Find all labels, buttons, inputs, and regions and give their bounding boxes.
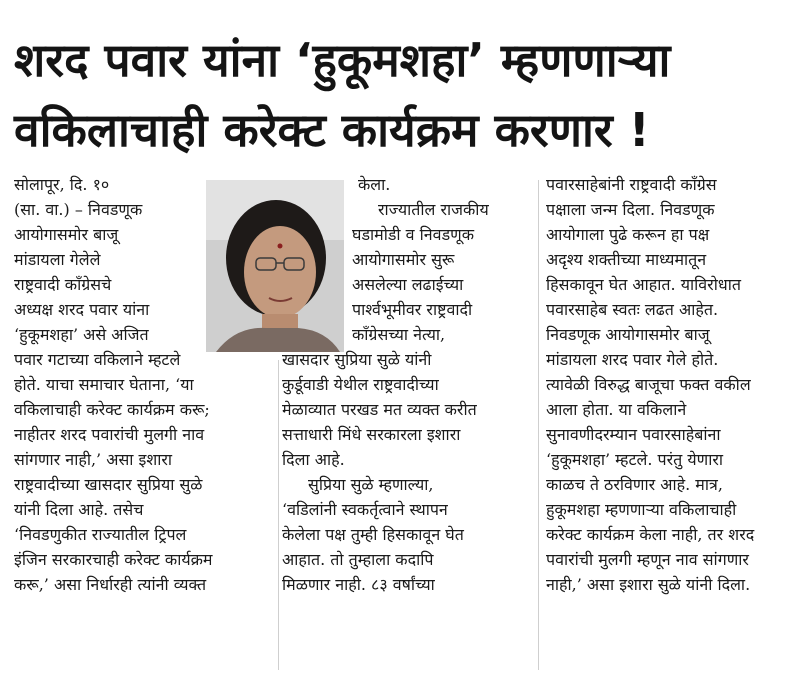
text-line: वकिलाचाही करेक्ट कार्यक्रम करू;: [14, 400, 210, 419]
text-line: (सा. वा.) – निवडणूक: [14, 200, 143, 219]
column-divider-1: [278, 360, 279, 670]
text-line: पवार गटाच्या वकिलाने म्हटले: [14, 350, 181, 369]
text-line: मांडायला शरद पवार गेले होते.: [546, 350, 719, 369]
article-column-3: [546, 172, 788, 597]
text-line: त्यावेळी विरुद्ध बाजूचा फक्त वकील: [546, 375, 751, 394]
text-line: ‘निवडणुकीत राज्यातील ट्रिपल: [14, 525, 187, 544]
text-line: करेक्ट कार्यक्रम केला नाही, तर शरद: [546, 525, 755, 544]
text-line: निवडणूक आयोगासमोर बाजू: [546, 325, 710, 344]
text-line: ‘वडिलांनी स्वकर्तृत्वाने स्थापन: [282, 500, 448, 519]
text-line: नाही,’ असा इशारा सुळे यांनी दिला.: [546, 575, 751, 594]
text-line: दिला आहे.: [282, 450, 345, 469]
text-line: आयोगाला पुढे करून हा पक्ष: [546, 225, 710, 244]
text-line: पवारांची मुलगी म्हणून नाव सांगणार: [546, 550, 749, 569]
dateline: सोलापूर, दि. १०: [14, 175, 110, 194]
column-divider-2: [538, 180, 539, 670]
text-line: राज्यातील राजकीय: [378, 200, 489, 219]
text-line: केलेला पक्ष तुम्ही हिसकावून घेत: [282, 525, 464, 544]
text-line: यांनी दिला आहे. तसेच: [14, 500, 144, 519]
text-line: मिळणार नाही. ८३ वर्षांच्या: [282, 575, 435, 594]
text-line: हिसकावून घेत आहात. याविरोधात: [546, 275, 741, 294]
text-line: इंजिन सरकारचाही करेक्ट कार्यक्रम: [14, 550, 213, 569]
text-line: सांगणार नाही,’ असा इशारा: [14, 450, 173, 469]
headline-line-2: वकिलाचाही करेक्ट कार्यक्रम करणार !: [14, 103, 650, 157]
article-column-1: [14, 172, 276, 597]
text-line: मांडायला गेलेले: [14, 250, 101, 269]
text-line: आयोगासमोर बाजू: [14, 225, 119, 244]
text-line: काळच ते ठरविणार आहे. मात्र,: [546, 475, 723, 494]
article-column-2: [282, 172, 528, 597]
text-line: नाहीतर शरद पवारांची मुलगी नाव: [14, 425, 205, 444]
text-line: असलेल्या लढाईच्या: [352, 275, 464, 294]
text-line: हुकूमशहा म्हणणाऱ्या वकिलाचाही: [546, 500, 737, 519]
text-line: कुर्डूवाडी येथील राष्ट्रवादीच्या: [282, 375, 439, 394]
text-line: पार्श्वभूमीवर राष्ट्रवादी: [352, 300, 473, 319]
text-line: अदृश्य शक्तीच्या माध्यमातून: [546, 250, 707, 269]
text-line: सुप्रिया सुळे म्हणाल्या,: [308, 475, 434, 494]
headline-line-1: शरद पवार यांना ‘हुकूमशहा’ म्हणणाऱ्या: [14, 33, 671, 87]
text-line: पवारसाहेबांनी राष्ट्रवादी काँग्रेस: [546, 175, 717, 194]
text-line: सुनावणीदरम्यान पवारसाहेबांना: [546, 425, 721, 444]
text-line: होते. याचा समाचार घेताना, ‘या: [14, 375, 194, 394]
text-line: मेळाव्यात परखड मत व्यक्त करीत: [282, 400, 477, 419]
text-line: घडामोडी व निवडणूक: [352, 225, 474, 244]
text-line: आयोगासमोर सुरू: [352, 250, 455, 269]
text-line: आहात. तो तुम्हाला कदापि: [282, 550, 434, 569]
text-line: ‘हुकूमशहा’ म्हटले. परंतु येणारा: [546, 450, 724, 469]
text-line: अध्यक्ष शरद पवार यांना: [14, 300, 150, 319]
text-line: ‘हुकूमशहा’ असे अजित: [14, 325, 149, 344]
text-line: राष्ट्रवादीच्या खासदार सुप्रिया सुळे: [14, 475, 203, 494]
text-line: काँग्रेसच्या नेत्या,: [352, 325, 446, 344]
text-line: करू,’ असा निर्धारही त्यांनी व्यक्त: [14, 575, 207, 594]
text-line: पवारसाहेब स्वतः लढत आहेत.: [546, 300, 719, 319]
text-line: सत्ताधारी मिंधे सरकारला इशारा: [282, 425, 461, 444]
text-line: पक्षाला जन्म दिला. निवडणूक: [546, 200, 715, 219]
text-line: राष्ट्रवादी काँग्रेसचे: [14, 275, 112, 294]
text-line: आला होता. या वकिलाने: [546, 400, 687, 419]
text-line: खासदार सुप्रिया सुळे यांनी: [282, 350, 432, 369]
text-line: केला.: [358, 175, 391, 194]
